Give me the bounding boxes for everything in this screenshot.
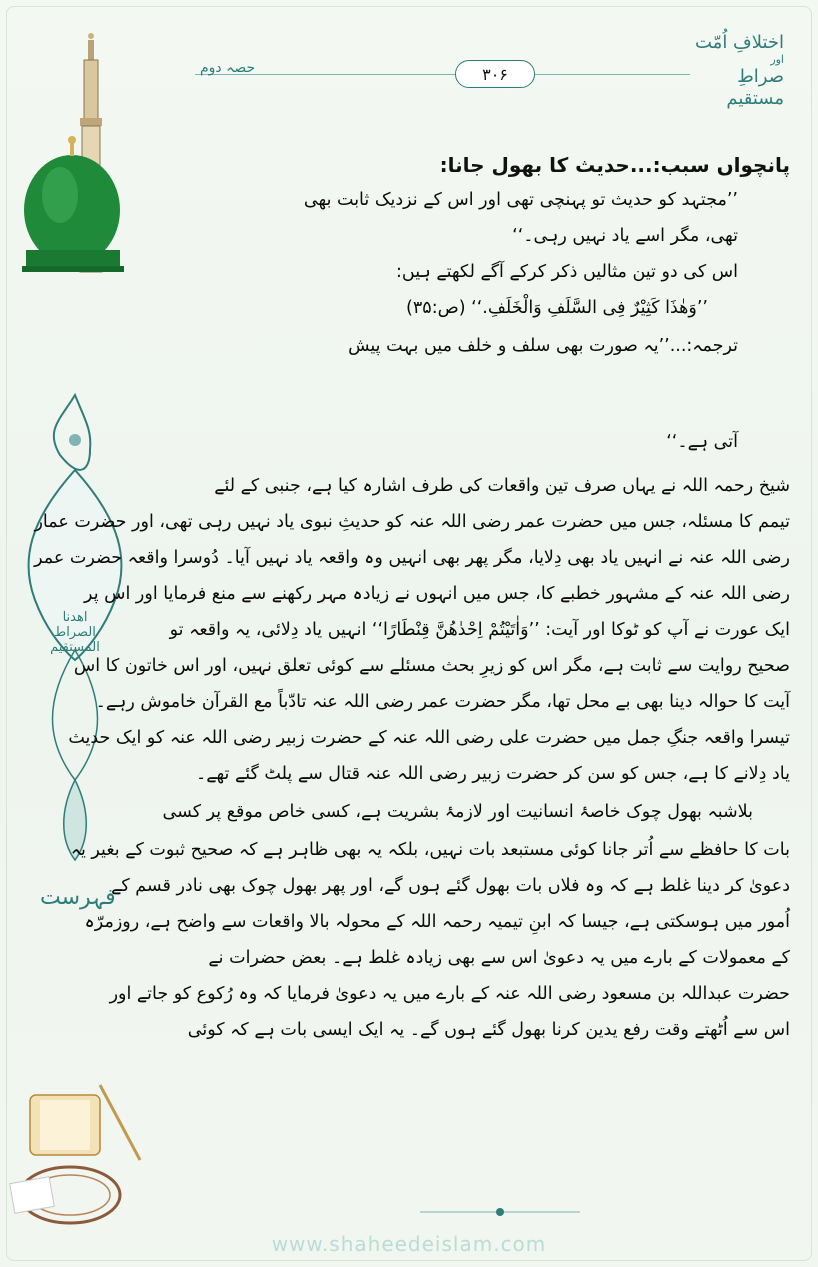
- text-line: بات کا حافظے سے اُتر جانا کوئی مستبعد بات نہیں، بلکہ یہ بھی ظاہر ہے کہ صحیح ثبوت کے بغیر یہ: [70, 840, 790, 860]
- medallion-caption: اھدنا الصراط المستقیم: [50, 610, 100, 655]
- text-line: حضرت عبداللہ بن مسعود رضی اللہ عنہ کے بارے میں یہ دعویٰ فرمایا کہ وہ رُکوع کو جاتے اور: [109, 984, 790, 1004]
- text-line: ’’مجتہد کو حدیث تو پہنچی تھی اور اس کے نزدیک ثابت بھی: [303, 190, 738, 210]
- page-number: ۳۰۶: [455, 60, 535, 88]
- text-line: شیخ رحمہ اللہ نے یہاں صرف تین واقعات کی طرف اشارہ کیا ہے، جنبی کے لئے: [214, 476, 790, 496]
- section-label: حصہ دوم: [200, 60, 256, 76]
- book-title: [694, 32, 784, 110]
- scroll-and-quill-icon: [10, 1085, 140, 1223]
- book-title-line1: اختلافِ اُمّت: [695, 32, 784, 53]
- footer-ornament: [420, 1205, 580, 1219]
- text-line: آیت کا حوالہ دینا بھی بے محل تھا، مگر حضرت عمر رضی اللہ عنہ تادّباً مع القرآن خاموش رہے۔: [95, 692, 790, 712]
- text-line: کے معمولات کے بارے میں یہ دعویٰ اس سے بھی زیادہ غلط ہے۔ بعض حضرات نے: [208, 948, 790, 968]
- text-line: صحیح روایت سے ثابت ہے، مگر اس کو زیرِ بحث مسئلے سے کوئی تعلق نہیں، اور اس خاتون کا اس: [73, 656, 790, 676]
- text-line: آتی ہے۔‘‘: [666, 432, 738, 452]
- text-line: اس سے اُٹھتے وقت رفع یدین کرنا بھول گئے ہوں گے۔ یہ ایک ایسی بات ہے کہ کوئی: [187, 1020, 790, 1040]
- book-title-line2: اور: [770, 53, 784, 66]
- text-line: اس کی دو تین مثالیں ذکر کرکے آگے لکھتے ہیں:: [396, 262, 738, 282]
- book-title-line3: صراطِ مستقیم: [726, 66, 784, 109]
- text-line: ایک عورت نے آپ کو ٹوکا اور آیت: ’’وَاٰتَیْتُمْ اِحْدٰھُنَّ قِنْطَارًا‘‘ انہیں یاد دِلائی، یہ واقعہ تو: [169, 620, 790, 640]
- text-line: رضی اللہ عنہ نے انہیں یاد بھی دِلایا، مگر پھر بھی انہیں وہ واقعہ یاد نہیں آیا۔ دُوسرا واقعہ حضرت عمر: [34, 548, 790, 568]
- text-line: دعویٰ کر دینا غلط ہے کہ وہ فلاں بات بھول گئے ہوں گے، اور پھر بھول چوک بھی نادر قسم کے: [111, 876, 790, 896]
- text-line: یاد دِلانے کا ہے، جس کو سن کر حضرت زبیر رضی اللہ عنہ قتال سے پلٹ گئے تھے۔: [195, 764, 790, 784]
- header-rule: [195, 74, 690, 75]
- text-line: تیسرا واقعہ جنگِ جمل میں حضرت علی رضی اللہ عنہ کے حضرت زبیر رضی اللہ عنہ کو ایک حدیث: [68, 728, 790, 748]
- website-url[interactable]: www.shaheedeislam.com: [271, 1232, 547, 1256]
- text-line: رضی اللہ عنہ کے مشہور خطبے کا، جس میں انہوں نے زیادہ مہر رکھنے سے منع فرمایا اور اس پر: [84, 584, 790, 604]
- text-line: بلاشبہ بھول چوک خاصۂ انسانیت اور لازمۂ بشریت ہے، کسی خاص موقع پر کسی: [162, 802, 753, 822]
- green-dome-icon: [22, 136, 124, 272]
- text-line: اُمور میں ہوسکتی ہے، جیسا کہ ابنِ تیمیہ رحمہ اللہ کے محولہ بالا واقعات سے واضح ہے، روزمرّہ: [84, 912, 790, 932]
- section-heading: پانچواں سبب:...حدیث کا بھول جانا:: [439, 153, 790, 177]
- index-link[interactable]: فہرست: [40, 885, 116, 910]
- text-line: تھی، مگر اسے یاد نہیں رہی۔‘‘: [512, 226, 738, 246]
- text-line: ’’وَھٰذَا کَثِیْرٌ فِی السَّلَفِ وَالْخَلَفِ.‘‘ (ص:۳۵): [406, 298, 708, 318]
- text-line: تیمم کا مسئلہ، جس میں حضرت عمر رضی اللہ عنہ کو حدیثِ نبوی یاد نہیں رہی تھی، اور حضرت عمار: [34, 512, 790, 532]
- text-line: ترجمہ:...’’یہ صورت بھی سلف و خلف میں بہت پیش: [348, 336, 738, 356]
